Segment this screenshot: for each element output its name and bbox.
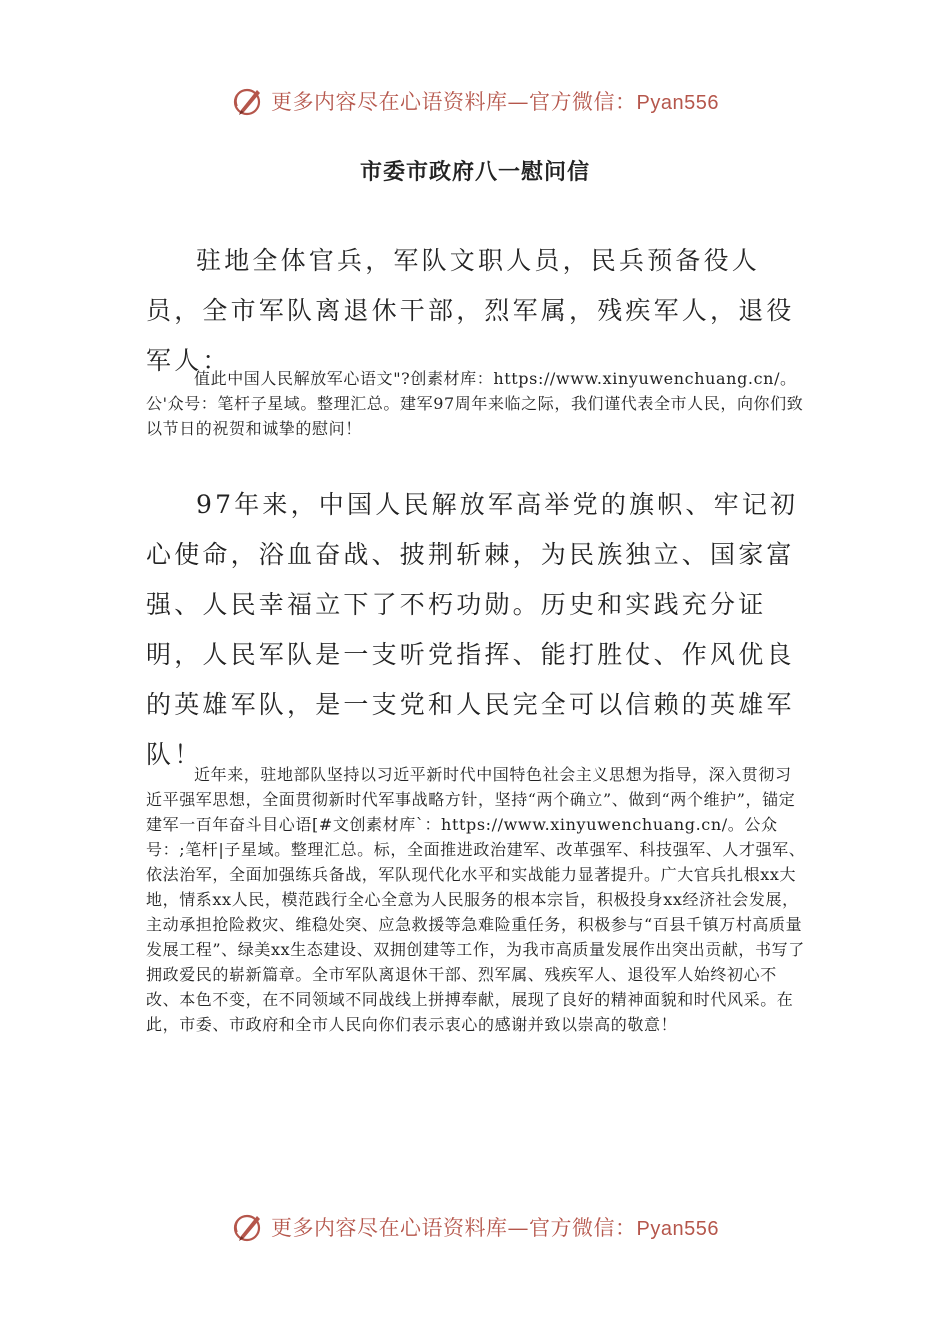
paragraph-greeting: 值此中国人民解放军心语文"?创素材库：https://www.xinyuwenchuang.cn/。公'众号：笔杆子星域。整理汇总。建军97周年来临之际，我们谨代表全市人民，向你们致以节日的祝贺和诚挚的慰问！ — [146, 369, 804, 438]
footer-banner-content — [231, 1210, 719, 1244]
banner-wechat-id: Pyan556 — [636, 1218, 719, 1240]
header-banner-content — [231, 84, 719, 118]
banner-title: 更多内容尽在心语资料库 — [271, 90, 508, 114]
banner-dash: — — [507, 1216, 530, 1240]
banner-suffix: 官方微信： — [529, 1216, 637, 1240]
paragraph-history: 97年来，中国人民解放军高举党的旗帜、牢记初心使命，浴血奋战、披荆斩棘，为民族独立、国家富强、人民幸福立下了不朽功勋。历史和实践充分证明，人民军队是一支听党指挥、能打胜仗、作风优良的英雄军队，是一支党和人民完全可以信赖的英雄军队！ — [146, 490, 799, 769]
pen-circle-logo-icon — [231, 1210, 265, 1244]
footer-banner — [0, 1210, 950, 1244]
paragraph-recent-years: 近年来，驻地部队坚持以习近平新时代中国特色社会主义思想为指导，深入贯彻习近平强军思想，全面贯彻新时代军事战略方针，坚持“两个确立”、做到“两个维护”，锚定建军一百年奋斗目心语[#文创素材库`：https://www.xinyuwenchuang.cn/。公众号：;笔杆|子星域。整理汇总。标，全面推进政治建军、改革强军、科技强军、人才强军、依法治军，全面加强练兵备战，军队现代化水平和实战能力显著提升。广大官兵扎根xx大地，情系xx人民，模范践行全心全意为人民服务的根本宗旨，积极投身xx经济社会发展，主动承担抢险救灾、维稳处突、应急救援等急难险重任务，积极参与“百县千镇万村高质量发展工程”、绿美xx生态建设、双拥创建等工作，为我市高质量发展作出突出贡献，书写了拥政爱民的崭新篇章。全市军队离退休干部、烈军属、残疾军人、退役军人始终初心不改、本色不变，在不同领域不同战线上拼搏奉献，展现了良好的精神面貌和时代风采。在此，市委、市政府和全市人民向你们表示衷心的感谢并致以崇高的敬意！ — [146, 765, 806, 1034]
banner-text — [271, 1212, 719, 1242]
page-title: 市委市政府八一慰问信 — [359, 159, 590, 185]
banner-dash: — — [507, 90, 530, 114]
pen-circle-logo-icon — [231, 84, 265, 118]
header-banner — [0, 84, 950, 118]
banner-wechat-id: Pyan556 — [636, 92, 719, 114]
salutation: 驻地全体官兵，军队文职人员，民兵预备役人员，全市军队离退休干部，烈军属，残疾军人，退役军人： — [146, 246, 795, 375]
banner-title: 更多内容尽在心语资料库 — [271, 1216, 508, 1240]
banner-text — [271, 86, 719, 116]
banner-suffix: 官方微信： — [529, 90, 637, 114]
